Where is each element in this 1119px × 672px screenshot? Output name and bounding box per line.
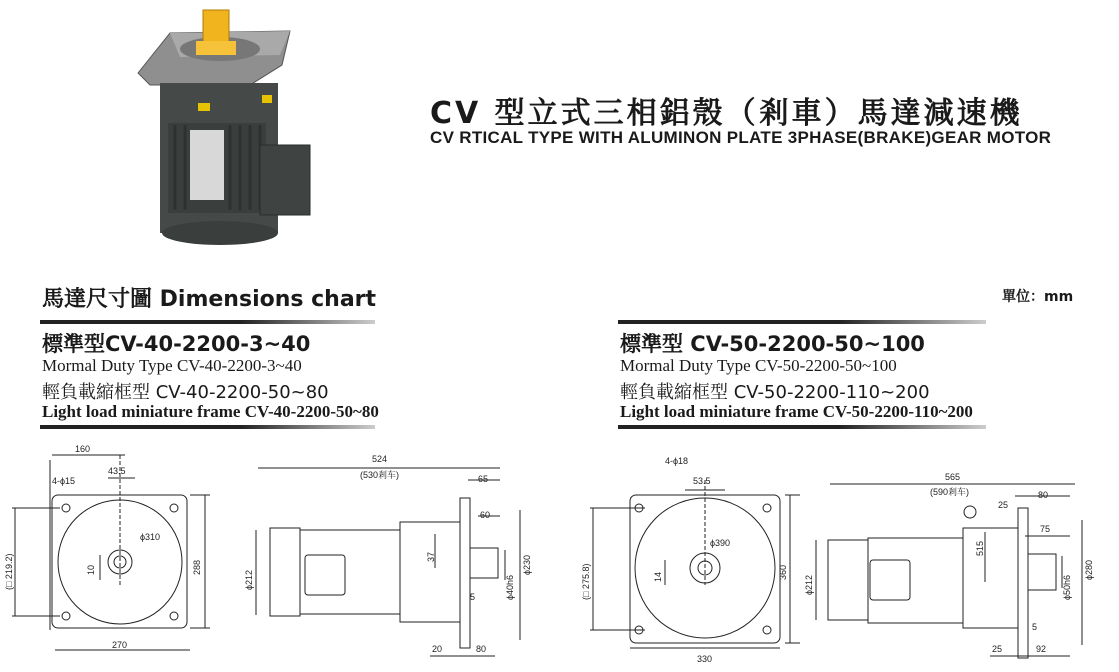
dim-phi310: ϕ310 (140, 532, 161, 542)
dim-phi390: ϕ390 (710, 538, 731, 548)
right-spec-line1: Mormal Duty Type CV-50-2200-50~100 (620, 356, 897, 375)
dim-37: 37 (426, 551, 436, 562)
section-title: 馬達尺寸圖 Dimensions chart (42, 287, 377, 312)
dim-4phi18: 4-ϕ18 (665, 456, 689, 466)
dim-360: 360 (778, 564, 788, 580)
dim-phi212: ϕ212 (804, 574, 814, 595)
dim-phi50h6: ϕ50h6 (1062, 574, 1072, 600)
dim-25: 25 (998, 500, 1009, 510)
drawing-front-cv40 (0, 440, 225, 670)
dim-5: 5 (1032, 622, 1038, 632)
divider (40, 425, 375, 429)
dim-92: 92 (1036, 644, 1047, 654)
drawing-side-cv50 (800, 470, 1115, 670)
dim-5: 5 (470, 592, 476, 602)
left-spec-line2: 輕負載縮框型 CV-40-2200-50~80 (42, 382, 329, 403)
dim-14: 14 (653, 571, 663, 582)
dim-530: (530剎车) (360, 470, 400, 480)
left-spec-line1: Mormal Duty Type CV-40-2200-3~40 (42, 356, 302, 375)
dim-60: 60 (480, 510, 491, 520)
divider (618, 320, 986, 324)
left-spec-line3: Light load miniature frame CV-40-2200-50~80 (42, 402, 379, 421)
drawing-front-cv50 (575, 450, 800, 670)
dim-65: 65 (478, 474, 489, 484)
dim-20: 20 (432, 644, 443, 654)
dim-phi212: ϕ212 (244, 569, 254, 590)
page-title-cn: CV 型立式三相鋁殼（剎車）馬達減速機 (430, 96, 1023, 131)
drawing-side-cv40 (230, 450, 560, 665)
dim-phi40h6: ϕ40h6 (505, 574, 515, 600)
dim-phi230: ϕ230 (522, 554, 532, 575)
dim-524: 524 (372, 454, 388, 464)
unit-label: 單位：mm (1002, 289, 1074, 305)
motor-photo (130, 5, 320, 250)
dim-270: 270 (112, 640, 128, 650)
dim-288: 288 (192, 559, 202, 575)
dim-160: 160 (75, 444, 91, 454)
page-title-en: CV RTICAL TYPE WITH ALUMINON PLATE 3PHASE(BRAKE)GEAR MOTOR (430, 128, 1052, 147)
dim-phi280: ϕ280 (1084, 559, 1094, 580)
dim-275: (□ 275.8) (581, 563, 591, 600)
right-spec-line2: 輕負載縮框型 CV-50-2200-110~200 (620, 382, 930, 403)
dim-219: (□ 219.2) (4, 553, 14, 590)
divider (40, 320, 375, 324)
right-spec-heading: 標準型 CV-50-2200-50~100 (620, 332, 925, 356)
right-spec-line3: Light load miniature frame CV-50-2200-110~200 (620, 402, 973, 421)
dim-565: 565 (945, 472, 961, 482)
dim-330: 330 (697, 654, 713, 664)
dim-4phi15: 4-ϕ15 (52, 476, 76, 486)
left-spec-heading: 標準型CV-40-2200-3~40 (42, 332, 311, 356)
dim-590: (590剎车) (930, 487, 970, 497)
dim-43-5: 43.5 (108, 466, 126, 476)
dim-75: 75 (1040, 524, 1051, 534)
dim-80: 80 (1038, 490, 1049, 500)
dim-10: 10 (86, 564, 96, 575)
dim-25b: 25 (992, 644, 1003, 654)
divider (618, 425, 986, 429)
dim-53-5: 53.5 (693, 476, 711, 486)
dim-515: 515 (975, 540, 985, 556)
dim-80: 80 (476, 644, 487, 654)
